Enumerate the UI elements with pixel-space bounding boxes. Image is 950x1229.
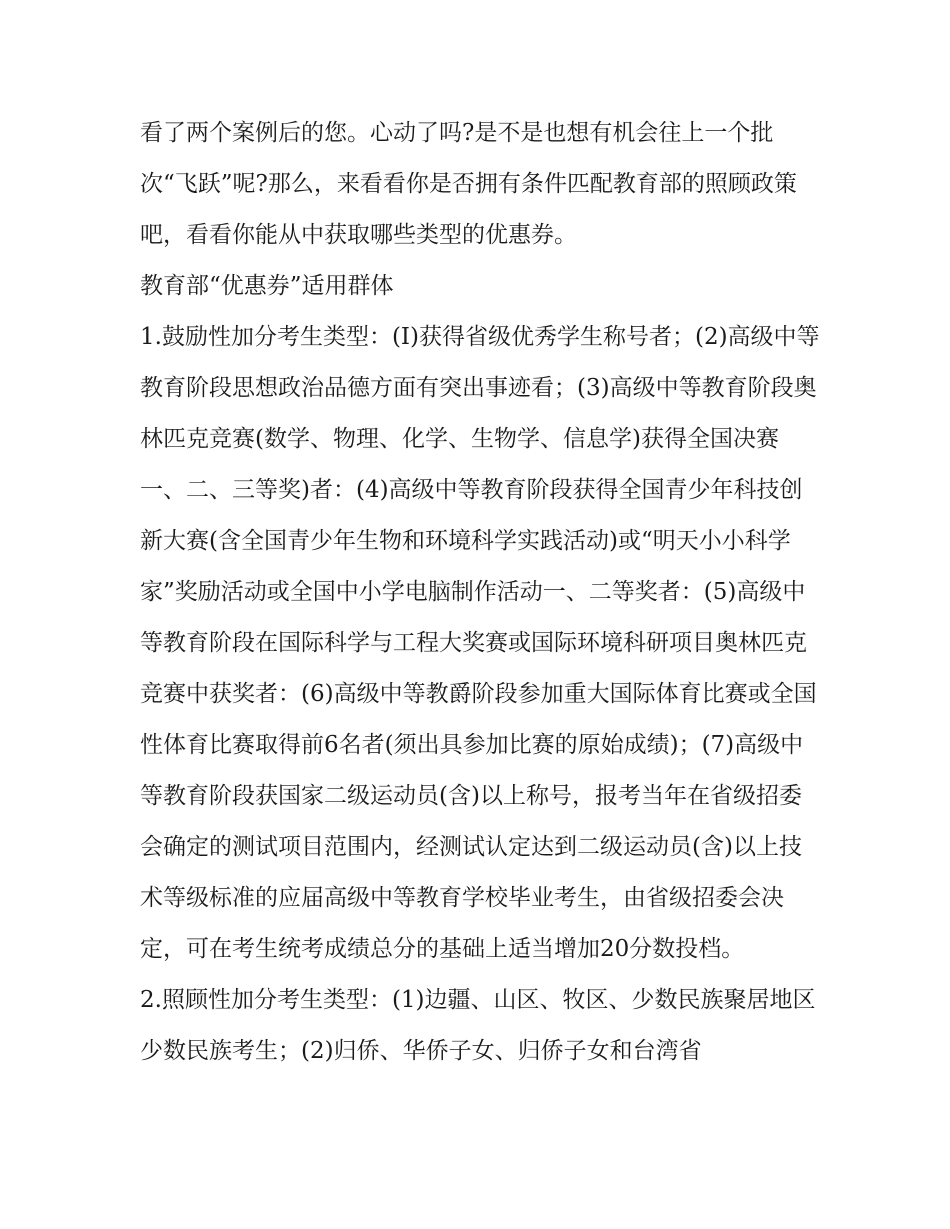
document-body: [140, 108, 820, 1077]
paragraph-encouragement-bonus: 1.鼓励性加分考生类型：(I)获得省级优秀学生称号者；(2)高级中等教育阶段思想政治品德方面有突出事迹看；(3)高级中等教育阶段奥林匹克竞赛(数学、物理、化学、生物学、信息学)获得全国决赛一、二、三等奖)者：(4)高级中等教育阶段获得全国青少年科技创新大赛(含全国青少年生物和环境科学实践活动)或“明天小小科学家”奖励活动或全国中小学电脑制作活动一、二等奖者：(5)高级中等教育阶段在国际科学与工程大奖赛或国际环境科研项目奥林匹克竞赛中获奖者：(6)高级中等教爵阶段参加重大国际体育比赛或全国性体育比赛取得前6名者(须出具参加比赛的原始成绩)；(7)高级中等教育阶段获国家二级运动员(含)以上称号，报考当年在省级招委会确定的测试项目范围内，经测试认定达到二级运动员(含)以上技术等级标准的应届高级中等教育学校毕业考生，由省级招委会决定，可在考生统考成绩总分的基础上适当增加20分数投档。: [140, 324, 820, 962]
paragraph-heading: 教育部“优惠券”适用群体: [140, 273, 394, 299]
paragraph-intro: 看了两个案例后的您。心动了吗?是不是也想有机会往上一个批次“飞跃”呢?那么，来看看你是否拥有条件匹配教育部的照顾政策吧，看看你能从中获取哪些类型的优惠券。: [140, 120, 797, 248]
paragraph-care-bonus: 2.照顾性加分考生类型：(1)边疆、山区、牧区、少数民族聚居地区少数民族考生；(2)归侨、华侨子女、归侨子女和台湾省: [140, 987, 816, 1064]
